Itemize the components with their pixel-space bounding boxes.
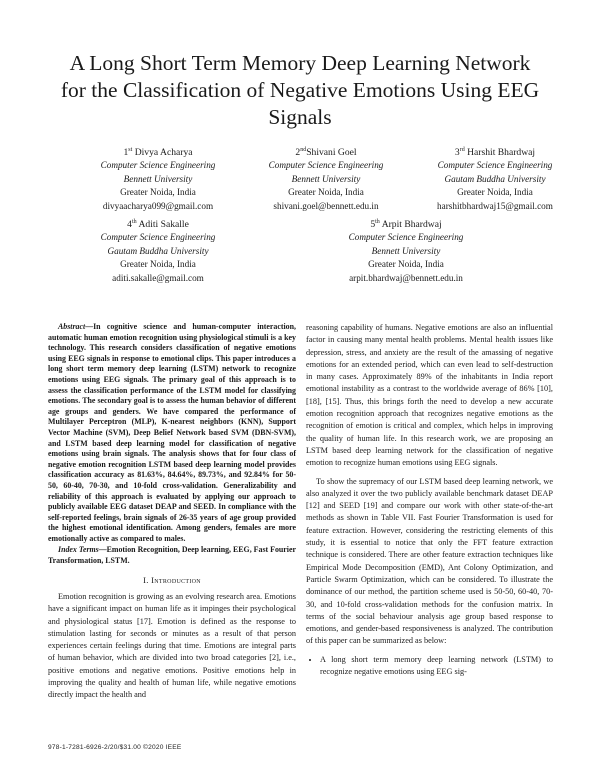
- author-ordinal-suffix: rd: [459, 147, 465, 153]
- author-email: shivani.goel@bennett.edu.in: [273, 200, 379, 211]
- author-ordinal-suffix: nd: [300, 147, 307, 153]
- author-univ: Gautam Buddha University: [444, 173, 546, 184]
- author-ordinal-suffix: st: [128, 147, 133, 153]
- author-email: arpit.bhardwaj@bennett.edu.in: [349, 272, 463, 283]
- author-name: Harshit Bhardwaj: [467, 147, 536, 158]
- author-email: aditi.sakalle@gmail.com: [112, 272, 204, 283]
- author-ordinal: 4: [127, 219, 132, 230]
- author-block-1: [63, 146, 253, 213]
- author-location: Greater Noida, India: [120, 259, 196, 270]
- author-email: divyaacharya099@gmail.com: [102, 200, 214, 211]
- author-dept: Computer Science Engineering: [100, 232, 216, 243]
- author-name: Shivani Goel: [306, 147, 357, 158]
- author-location: Greater Noida, India: [288, 187, 364, 198]
- author-univ: Gautam Buddha University: [107, 245, 209, 256]
- author-dept: Computer Science Engineering: [100, 160, 216, 171]
- copyright-footer: 978-1-7281-6926-2/20/$31.00 ©2020 IEEE: [48, 744, 182, 751]
- author-ordinal-suffix: th: [131, 219, 137, 225]
- author-name-line: [63, 146, 253, 159]
- author-ordinal: 5: [370, 219, 376, 230]
- author-block-3: [400, 146, 590, 213]
- author-dept: Computer Science Engineering: [437, 160, 553, 171]
- author-dept: Computer Science Engineering: [268, 160, 384, 171]
- index-terms: [48, 545, 296, 566]
- author-block-2: [231, 146, 421, 213]
- author-ordinal: 3: [454, 147, 460, 158]
- author-name-line: [231, 146, 421, 159]
- author-name: Arpit Bhardwaj: [381, 219, 442, 230]
- section-heading: I. Introduction: [143, 574, 201, 585]
- author-name-line: [311, 218, 501, 231]
- body-paragraph-1: reasoning capability of humans. Negative emotions are also an influential factor in causing many mental health problems. Mental health issues like depression, stress, and anxiety are the result of the amassing of negative emotions for an extended period, which can even lead to self-destruction in many cases. Approximately 89% of the inhabitants in India report emotional instability as a contrast to the worldwide average of 86% [10], [18], [15]. Thus, this brings forth the need to develop a new accurate emotion recognition approach that recognizes negative emotions as the recognition of emotion is critical and complex, which helps in improving the quality of human life. In this research work, we are proposing an LSTM based deep learning network for the classification of negative emotion to recognize human emotions using EEG signals.: [306, 323, 553, 468]
- list-item: • A long short term memory deep learning network (LSTM) to recognize negative emotions using EEG sig-: [320, 654, 553, 679]
- author-name: Divya Acharya: [134, 147, 193, 158]
- author-location: Greater Noida, India: [120, 187, 196, 198]
- author-email: harshitbhardwaj15@gmail.com: [437, 200, 553, 211]
- author-name-line: [63, 218, 253, 231]
- author-name: Aditi Sakalle: [138, 219, 189, 230]
- paper-title: A Long Short Term Memory Deep Learning Network for the Classification of Negative Emotions Using EEG Signals: [60, 51, 540, 129]
- author-ordinal: 1: [123, 147, 129, 158]
- author-name-line: [400, 146, 590, 159]
- author-location: Greater Noida, India: [368, 259, 444, 270]
- author-block-5: [311, 218, 501, 285]
- left-column: [48, 322, 296, 702]
- abstract-label: Abstract: [58, 322, 86, 331]
- body-paragraph-2: To show the supremacy of our LSTM based deep learning network, we also analyzed it over the two publicly available benchmark dataset DEAP [12] and SEED [19] and compare our work with other state-of-the-art methods as shown in Table VII. Fast Fourier Transformation is used for feature extraction. However, considering the restricting elements of this study, it is essential to notice that only the FFT feature extraction technique is considered. There are other feature extraction techniques like Empirical Mode Decomposition (EMD), Ant Colony Optimization, and Particle Swarm Optimization, which can be considered. To illustrate the dominance of our method, the partition scheme used is 50-50, 60-40, 70-30, and 10-fold cross-validation methods for the confusion matrix. In terms of the social behaviour analysis age group based response to emotions, and gender-based responsiveness is analyzed. The contribution of this paper can be summarized as below:: [306, 476, 553, 646]
- abstract-text: —In cognitive science and human-computer interaction, automatic human emotion recognition using physiological stimuli is a key technology. This research considers classification of negative emotions using EEG signals in response to emotional clips. This paper introduces a long short term memory deep learning (LSTM) network to recognize emotions using EEG signals. The primary goal of this approach is to assess the classification performance of the LSTM model for classifying emotions. The secondary goal is to assess the human behavior of different age groups and genders. We have compared the performance of Multilayer Perceptron (MLP), K-nearest neighbors (KNN), Support Vector Machine (SVM), Deep Belief Network based SVM (DBN-SVM), and LSTM based deep learning model for classification of negative emotions using brain signals. The analysis shows that for four class of negative emotion recognition LSTM based deep learning model provides classification accuracy as 81.63%, 84.64%, 89.73%, and 92.84% for 50-50, 60-40, 70-30, and 10-fold cross-validation. Generalizability and reliability of this approach is evaluated by applying our approach to publicly available EEG dataset DEAP and SEED. In compliance with the self-reported feelings, brain signals of 26-35 years of age group provided the highest emotional identification. Among genders, females are more emotionally active as compared to males.: [48, 322, 296, 543]
- author-ordinal: 2: [295, 147, 301, 158]
- author-univ: Bennett University: [371, 245, 441, 256]
- abstract: [48, 322, 296, 544]
- author-location: Greater Noida, India: [457, 187, 533, 198]
- author-univ: Bennett University: [123, 173, 193, 184]
- contribution-list: [306, 654, 553, 679]
- intro-paragraph: Emotion recognition is growing as an evolving research area. Emotions have a significant impact on human life as it impinges their psychological and physiological status [17]. Emotion is defined as the response to stimulation lasting for seconds or minutes as a result of that person experiences certain feelings during that time. Emotions are integral parts of human behavior, which are divided into two broad categories [2], i.e., positive emotions and negative emotions. Positive emotions help in improving the quality and health of human life, while negative emotions directly impact the health and: [48, 591, 296, 700]
- right-column: [306, 322, 553, 678]
- author-block-4: [63, 218, 253, 285]
- index-terms-text: —Emotion Recognition, Deep learning, EEG, Fast Fourier Transformation, LSTM.: [48, 545, 296, 566]
- author-univ: Bennett University: [291, 173, 361, 184]
- author-ordinal-suffix: th: [375, 219, 380, 225]
- author-dept: Computer Science Engineering: [348, 232, 464, 243]
- index-terms-label: Index Terms: [58, 545, 99, 555]
